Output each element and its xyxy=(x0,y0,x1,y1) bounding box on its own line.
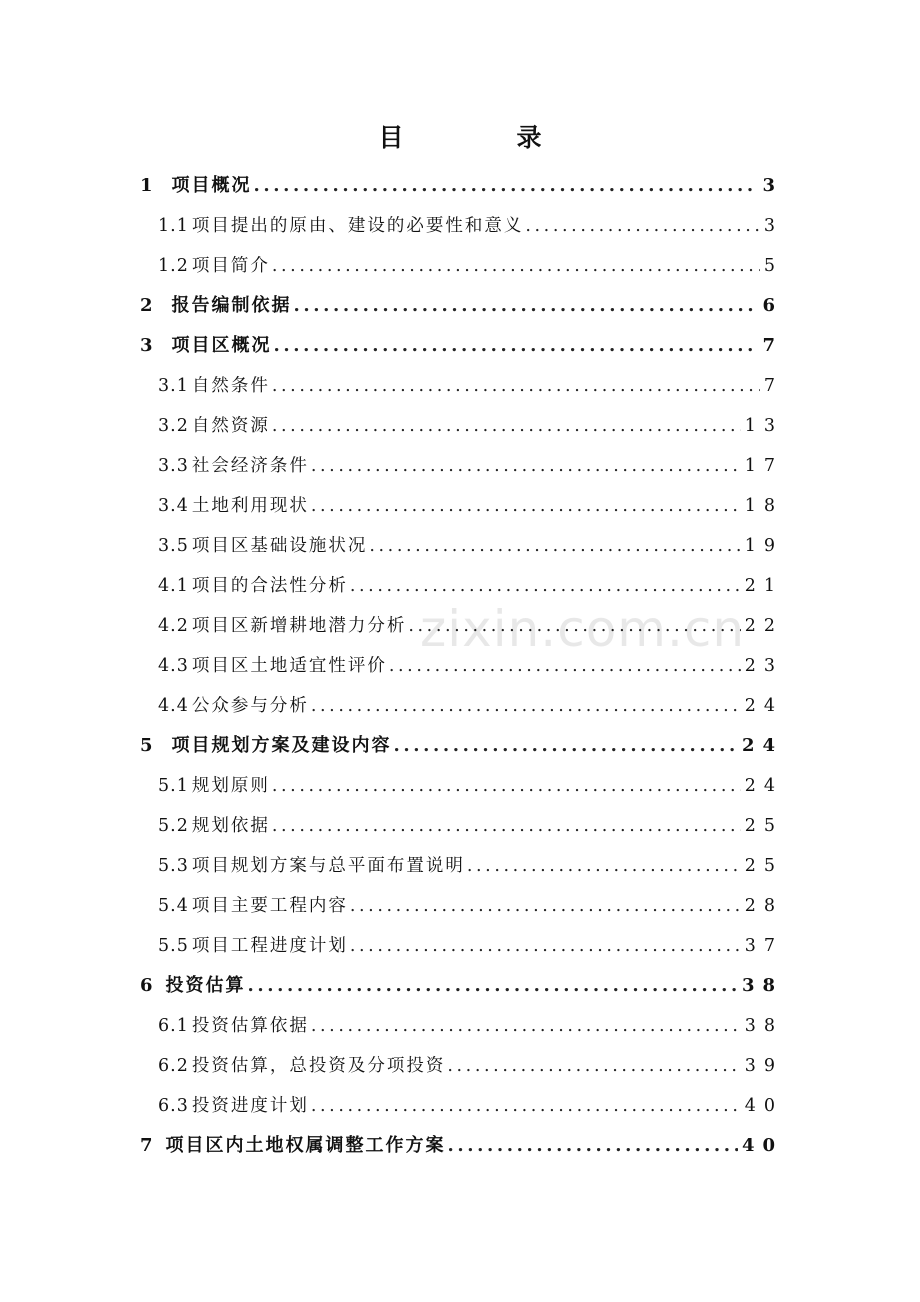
toc-page: 5 xyxy=(763,256,783,276)
toc-leader xyxy=(350,886,741,926)
toc-entry[interactable] xyxy=(158,926,783,966)
toc-page: 22 xyxy=(744,616,783,636)
toc-leader xyxy=(274,326,759,366)
toc-entry[interactable] xyxy=(158,686,783,726)
toc-title: 项目工程进度计划 xyxy=(191,936,348,956)
toc-entry[interactable] xyxy=(158,486,783,526)
toc-page: 37 xyxy=(744,936,783,956)
toc-entry[interactable] xyxy=(158,1046,783,1086)
toc-title: 项目区基础设施状况 xyxy=(191,536,368,556)
toc-leader xyxy=(369,526,740,566)
toc-number: 3.3 xyxy=(158,456,189,476)
toc-page: 24 xyxy=(741,735,783,756)
toc-leader xyxy=(447,1046,740,1086)
toc-leader xyxy=(272,406,741,446)
toc-page: 25 xyxy=(744,816,783,836)
toc-title: 规划原则 xyxy=(191,776,270,796)
toc-title: 项目区土地适宜性评价 xyxy=(191,656,387,676)
toc-number: 5.2 xyxy=(158,816,189,836)
toc-page: 40 xyxy=(744,1096,783,1116)
toc-page: 23 xyxy=(744,656,783,676)
toc-leader xyxy=(448,1126,738,1166)
watermark: zixin.com.cn xyxy=(420,600,746,658)
toc-title: 报告编制依据 xyxy=(171,295,292,316)
toc-title: 项目区概况 xyxy=(171,335,272,356)
toc-page: 25 xyxy=(744,856,783,876)
toc-number: 4.1 xyxy=(158,576,189,596)
toc-number: 1.1 xyxy=(158,216,189,236)
toc-number: 5.4 xyxy=(158,896,189,916)
toc-leader xyxy=(311,486,741,526)
toc-page: 38 xyxy=(741,975,783,996)
toc-title: 土地利用现状 xyxy=(191,496,309,516)
toc-title: 项目主要工程内容 xyxy=(191,896,348,916)
toc-entry[interactable] xyxy=(158,446,783,486)
toc-entry[interactable] xyxy=(140,166,783,206)
toc-leader xyxy=(467,846,741,886)
toc-entry[interactable] xyxy=(158,886,783,926)
toc-title: 投资进度计划 xyxy=(191,1096,309,1116)
toc-page: 19 xyxy=(744,536,783,556)
toc-number: 3.2 xyxy=(158,416,189,436)
toc-title: 项目区新增耕地潜力分析 xyxy=(191,616,407,636)
toc-number: 5 xyxy=(140,735,154,756)
toc-page: 7 xyxy=(763,376,783,396)
toc-entry[interactable] xyxy=(158,366,783,406)
toc-number: 3.5 xyxy=(158,536,189,556)
toc-leader xyxy=(254,166,759,206)
toc-number: 7 xyxy=(140,1135,154,1156)
toc-leader xyxy=(311,1006,741,1046)
toc-page: 13 xyxy=(744,416,783,436)
toc-page: 24 xyxy=(744,696,783,716)
toc-page: 39 xyxy=(744,1056,783,1076)
toc-title: 投资估算依据 xyxy=(191,1016,309,1036)
toc-leader xyxy=(272,766,741,806)
toc-title: 项目规划方案及建设内容 xyxy=(171,735,392,756)
toc-entry[interactable] xyxy=(140,326,783,366)
toc-page: 38 xyxy=(744,1016,783,1036)
toc-page: 3 xyxy=(762,175,783,196)
toc-title: 社会经济条件 xyxy=(191,456,309,476)
toc-page: 7 xyxy=(762,335,783,356)
toc-title: 项目的合法性分析 xyxy=(191,576,348,596)
toc-title: 自然资源 xyxy=(191,416,270,436)
toc-number: 1 xyxy=(140,175,154,196)
toc-number: 4.2 xyxy=(158,616,189,636)
toc-number: 3.1 xyxy=(158,376,189,396)
toc-page: 24 xyxy=(744,776,783,796)
toc-title: 投资估算 xyxy=(165,975,246,996)
toc-entry[interactable] xyxy=(158,806,783,846)
toc-entry[interactable] xyxy=(158,1006,783,1046)
toc-title: 规划依据 xyxy=(191,816,270,836)
toc-title: 投资估算，总投资及分项投资 xyxy=(191,1056,446,1076)
toc-number: 4.4 xyxy=(158,696,189,716)
toc-leader xyxy=(311,1086,741,1126)
toc-number: 3 xyxy=(140,335,154,356)
toc-number: 6.1 xyxy=(158,1016,189,1036)
toc-entry[interactable] xyxy=(158,206,783,246)
toc-title: 项目区内土地权属调整工作方案 xyxy=(165,1135,446,1156)
toc-leader xyxy=(350,926,741,966)
toc-leader xyxy=(272,366,760,406)
toc-leader xyxy=(294,286,759,326)
toc-leader xyxy=(311,446,741,486)
toc-title: 公众参与分析 xyxy=(191,696,309,716)
toc-number: 5.5 xyxy=(158,936,189,956)
toc-entry[interactable] xyxy=(158,846,783,886)
toc-entry[interactable] xyxy=(158,246,783,286)
toc-entry[interactable] xyxy=(140,966,783,1006)
toc-leader xyxy=(311,686,741,726)
toc-entry[interactable] xyxy=(140,286,783,326)
toc-leader xyxy=(248,966,738,1006)
toc-page: 28 xyxy=(744,896,783,916)
toc-leader xyxy=(525,206,760,246)
toc-number: 6 xyxy=(140,975,154,996)
toc-page: 21 xyxy=(744,576,783,596)
toc-title: 项目提出的原由、建设的必要性和意义 xyxy=(191,216,524,236)
toc-page: 40 xyxy=(741,1135,783,1156)
toc-title: 项目简介 xyxy=(191,256,270,276)
toc-entry[interactable] xyxy=(158,526,783,566)
toc-page: 6 xyxy=(762,295,783,316)
toc-entry[interactable] xyxy=(158,406,783,446)
page-title: 目 录 xyxy=(378,123,586,152)
toc-entry[interactable] xyxy=(140,726,783,766)
toc-number: 1.2 xyxy=(158,256,189,276)
toc-page: 3 xyxy=(763,216,783,236)
toc-number: 5.1 xyxy=(158,776,189,796)
toc-page: 17 xyxy=(744,456,783,476)
toc-number: 3.4 xyxy=(158,496,189,516)
toc-title: 项目概况 xyxy=(171,175,252,196)
toc-entry[interactable] xyxy=(158,766,783,806)
toc-number: 4.3 xyxy=(158,656,189,676)
toc-entry[interactable] xyxy=(140,1126,783,1166)
toc-page: 18 xyxy=(744,496,783,516)
toc-leader xyxy=(272,246,760,286)
toc-number: 6.2 xyxy=(158,1056,189,1076)
toc-title: 项目规划方案与总平面布置说明 xyxy=(191,856,465,876)
toc-number: 5.3 xyxy=(158,856,189,876)
toc-leader xyxy=(394,726,738,766)
toc-entry[interactable] xyxy=(158,1086,783,1126)
toc-number: 2 xyxy=(140,295,154,316)
toc-leader xyxy=(272,806,741,846)
toc-number: 6.3 xyxy=(158,1096,189,1116)
toc-title: 自然条件 xyxy=(191,376,270,396)
